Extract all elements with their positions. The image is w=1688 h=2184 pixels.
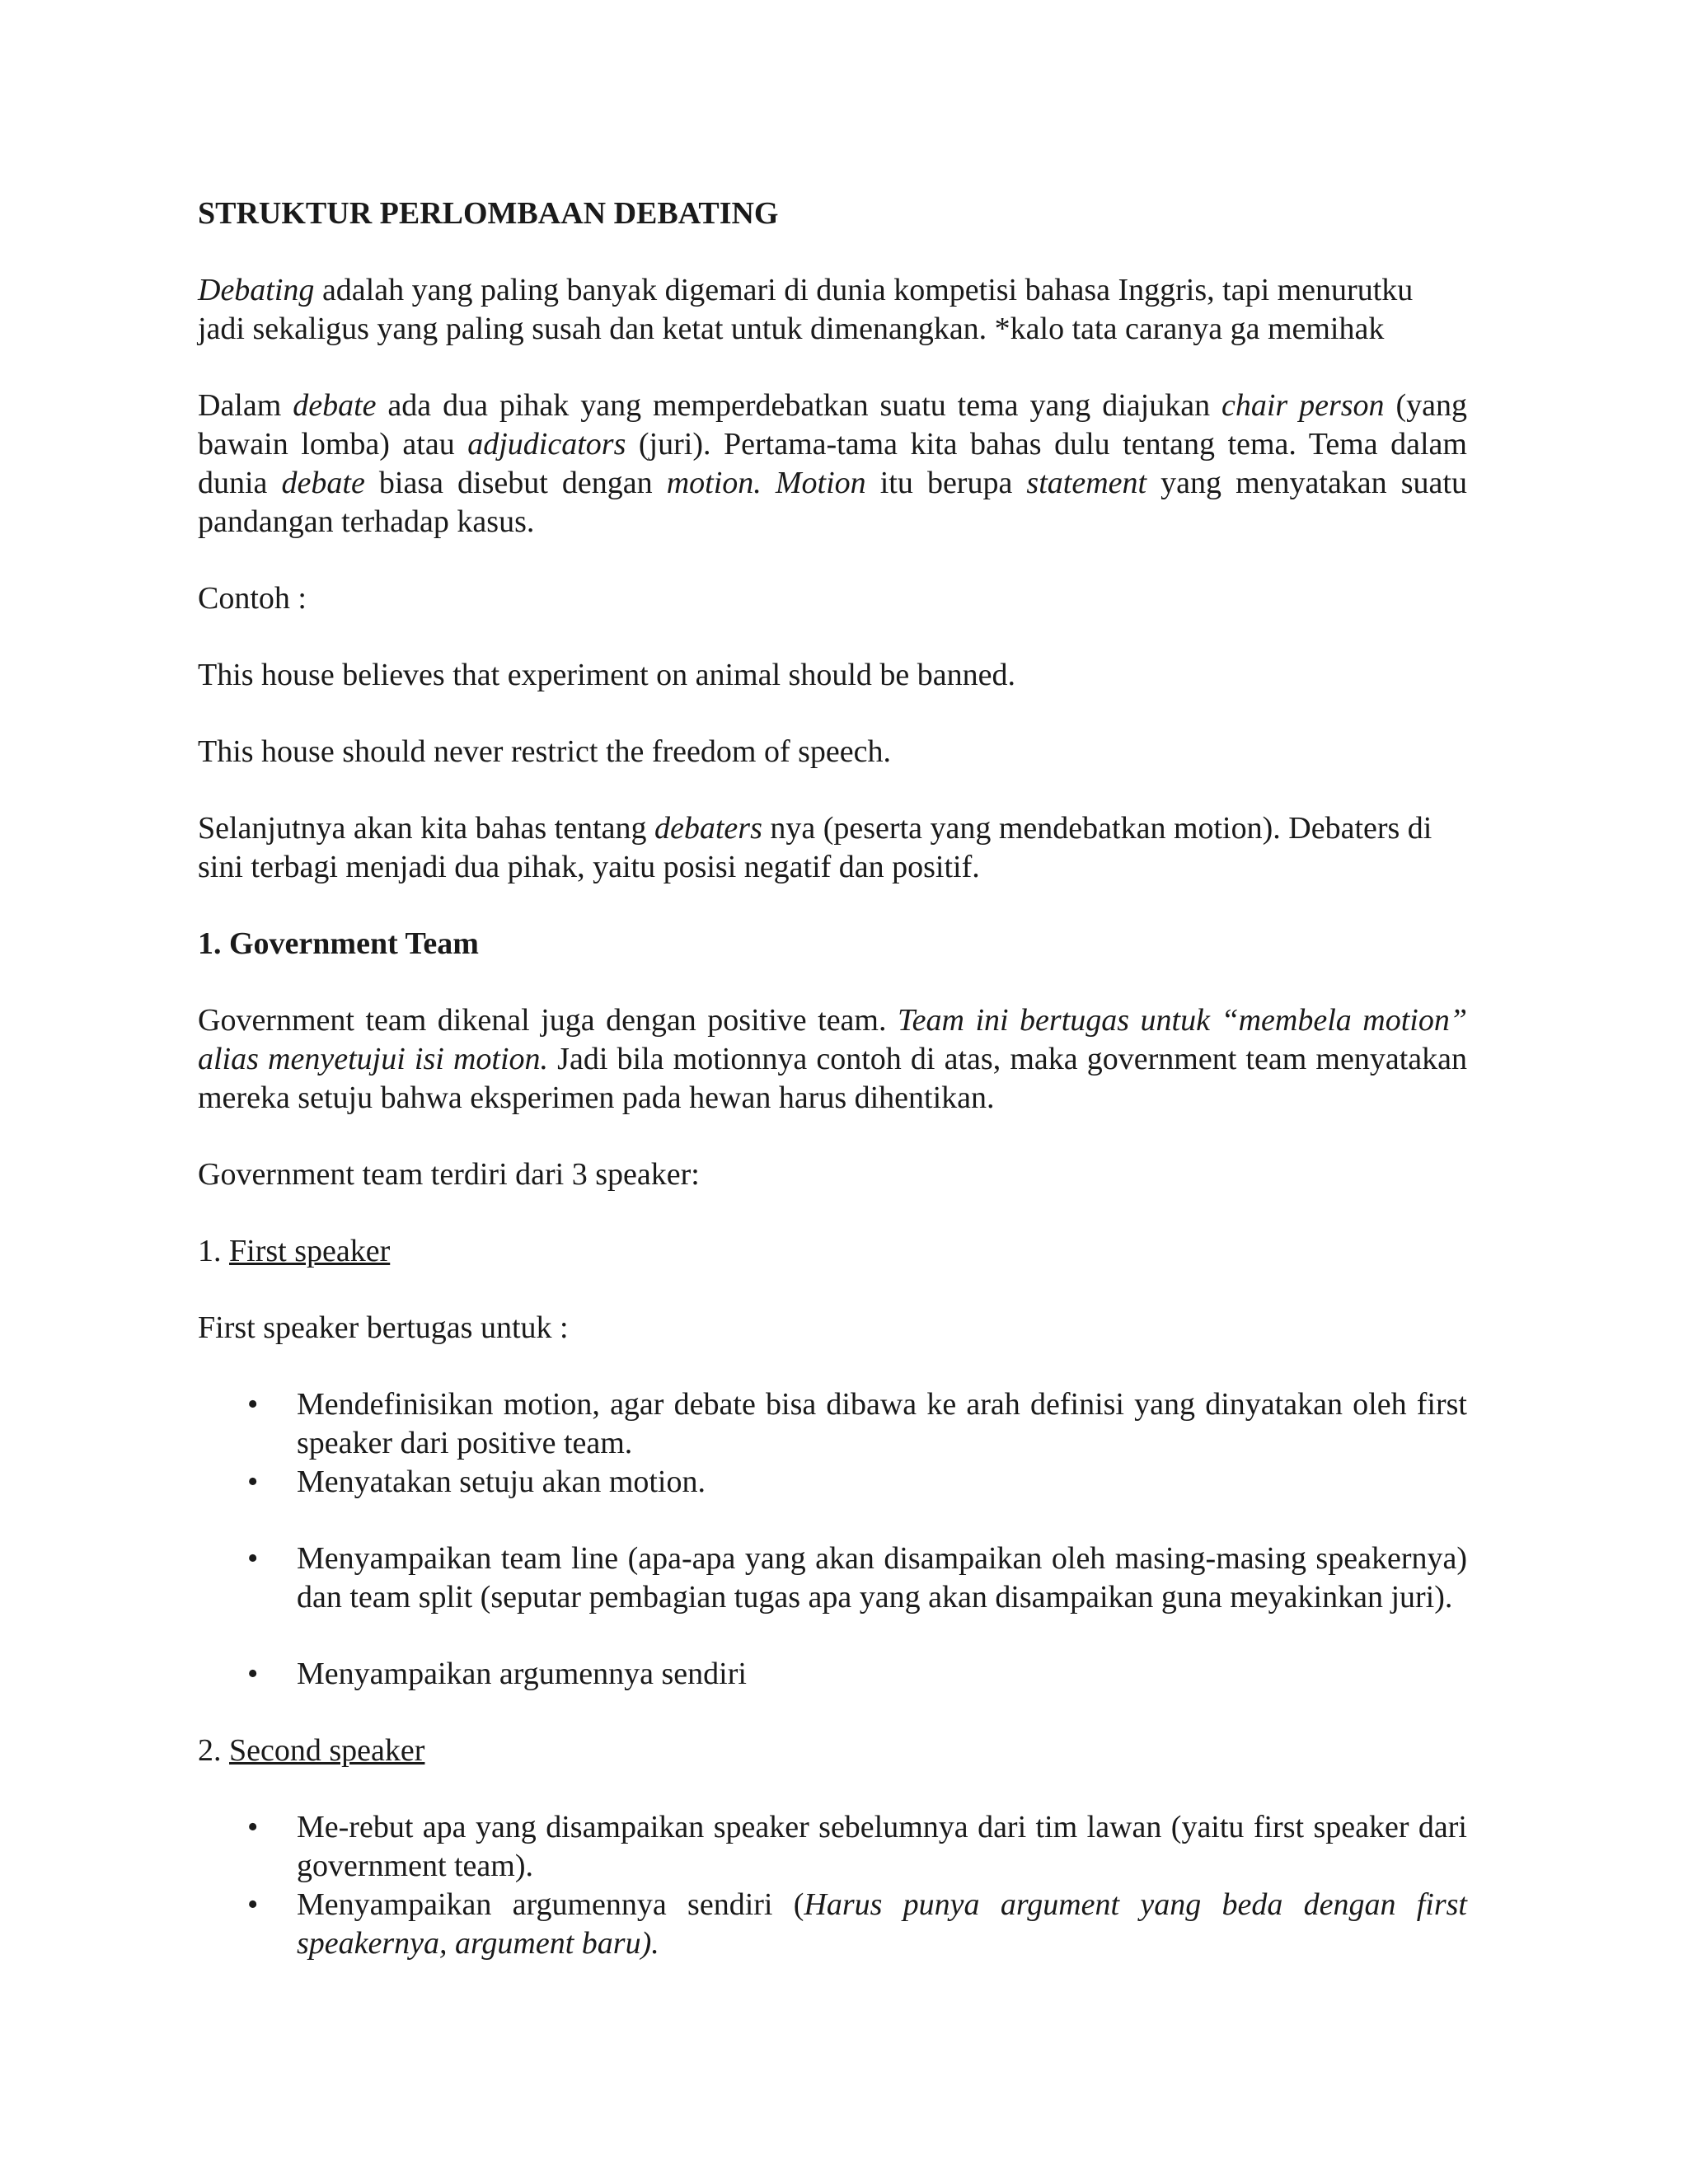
motion-italic-6: statement — [1026, 466, 1147, 500]
example-motion-2: This house should never restrict the freedom of speech. — [198, 734, 892, 769]
first-speaker-intro: First speaker bertugas untuk : — [198, 1310, 569, 1345]
bullet-icon: • — [247, 1541, 259, 1576]
second-speaker-duties-list — [198, 1808, 1467, 1963]
motion-paragraph — [198, 387, 1467, 541]
bullet-icon: • — [247, 1810, 259, 1844]
motion-italic-1: debate — [293, 388, 377, 423]
list-item-italic: Harus punya argument yang beda dengan first speakernya, argument baru). — [297, 1887, 1467, 1961]
first-speaker-heading — [198, 1232, 1467, 1271]
bullet-icon: • — [247, 1465, 259, 1499]
list-item — [198, 1540, 1467, 1617]
government-text-1: Government team dikenal juga dengan positive team. — [198, 1003, 898, 1038]
document-page — [198, 194, 1467, 2001]
section-heading-government-team: 1. Government Team — [198, 926, 479, 961]
list-item-text: Me-rebut apa yang disampaikan speaker sebelumnya dari tim lawan (yaitu first speaker dari government team). — [297, 1810, 1467, 1883]
second-speaker-number: 2. — [198, 1733, 229, 1768]
intro-text: adalah yang paling banyak digemari di dunia kompetisi bahasa Inggris, tapi menurutku jadi sekaligus yang paling susah dan ketat untuk dimenangkan. *kalo tata caranya ga memihak — [198, 273, 1414, 346]
list-item — [198, 1463, 1467, 1502]
first-speaker-label: First speaker — [229, 1234, 391, 1268]
second-speaker-label: Second speaker — [229, 1733, 425, 1768]
motion-text-1: Dalam — [198, 388, 293, 423]
bullet-icon: • — [247, 1387, 259, 1422]
debaters-paragraph — [198, 809, 1467, 887]
first-speaker-number: 1. — [198, 1234, 229, 1268]
list-item — [198, 1886, 1467, 1963]
motion-text-2: ada dua pihak yang memperdebatkan suatu tema yang diajukan — [376, 388, 1221, 423]
motion-text-4: (juri). Pertama-tama kita bahas dulu tentang tema. Tema dalam dunia — [198, 427, 1467, 500]
list-item-text: Menyampaikan team line (apa-apa yang akan disampaikan oleh masing-masing speakernya) dan team split (seputar pembagian tugas apa yang akan disampaikan guna meyakinkan juri). — [297, 1541, 1467, 1615]
list-item-text: Menyatakan setuju akan motion. — [297, 1465, 706, 1499]
first-speaker-duties-list — [198, 1385, 1467, 1694]
contoh-label: Contoh : — [198, 581, 307, 616]
bullet-icon: • — [247, 1887, 259, 1922]
list-item — [198, 1385, 1467, 1463]
bullet-icon: • — [247, 1657, 259, 1691]
government-text-2: Jadi bila motionnya contoh di atas, maka government team menyatakan mereka setuju bahwa eksperimen pada hewan harus dihentikan. — [198, 1042, 1468, 1115]
speakers-intro: Government team terdiri dari 3 speaker: — [198, 1157, 700, 1192]
motion-italic-2: chair person — [1221, 388, 1385, 423]
motion-text-3: (yang bawain lomba) atau — [198, 388, 1467, 462]
intro-italic-debating: Debating — [198, 273, 315, 307]
list-item-text: Mendefinisikan motion, agar debate bisa dibawa ke arah definisi yang dinyatakan oleh first speaker dari positive team. — [297, 1387, 1467, 1460]
government-team-paragraph — [198, 1001, 1467, 1118]
document-title: STRUKTUR PERLOMBAAN DEBATING — [198, 196, 779, 231]
government-italic: Team ini bertugas untuk “membela motion” alias menyetujui isi motion. — [198, 1003, 1467, 1076]
debaters-text-2: nya (peserta yang mendebatkan motion). Debaters di sini terbagi menjadi dua pihak, yaitu posisi negatif dan positif. — [198, 811, 1432, 884]
debaters-text-1: Selanjutnya akan kita bahas tentang — [198, 811, 654, 846]
motion-italic-4: debate — [281, 466, 365, 500]
list-item — [198, 1655, 1467, 1694]
second-speaker-heading — [198, 1732, 1467, 1770]
motion-text-6: itu berupa — [865, 466, 1027, 500]
motion-italic-3: adjudicators — [467, 427, 626, 462]
list-item-text: Menyampaikan argumennya sendiri — [297, 1657, 747, 1691]
list-item-text: Menyampaikan argumennya sendiri ( — [297, 1887, 804, 1922]
motion-text-7: yang menyatakan suatu pandangan terhadap kasus. — [198, 466, 1467, 539]
example-motion-1: This house believes that experiment on animal should be banned. — [198, 658, 1015, 692]
motion-text-5: biasa disebut dengan — [364, 466, 667, 500]
motion-italic-5: motion. Motion — [666, 466, 866, 500]
list-item — [198, 1808, 1467, 1886]
intro-paragraph — [198, 271, 1467, 349]
debaters-italic: debaters — [654, 811, 762, 846]
